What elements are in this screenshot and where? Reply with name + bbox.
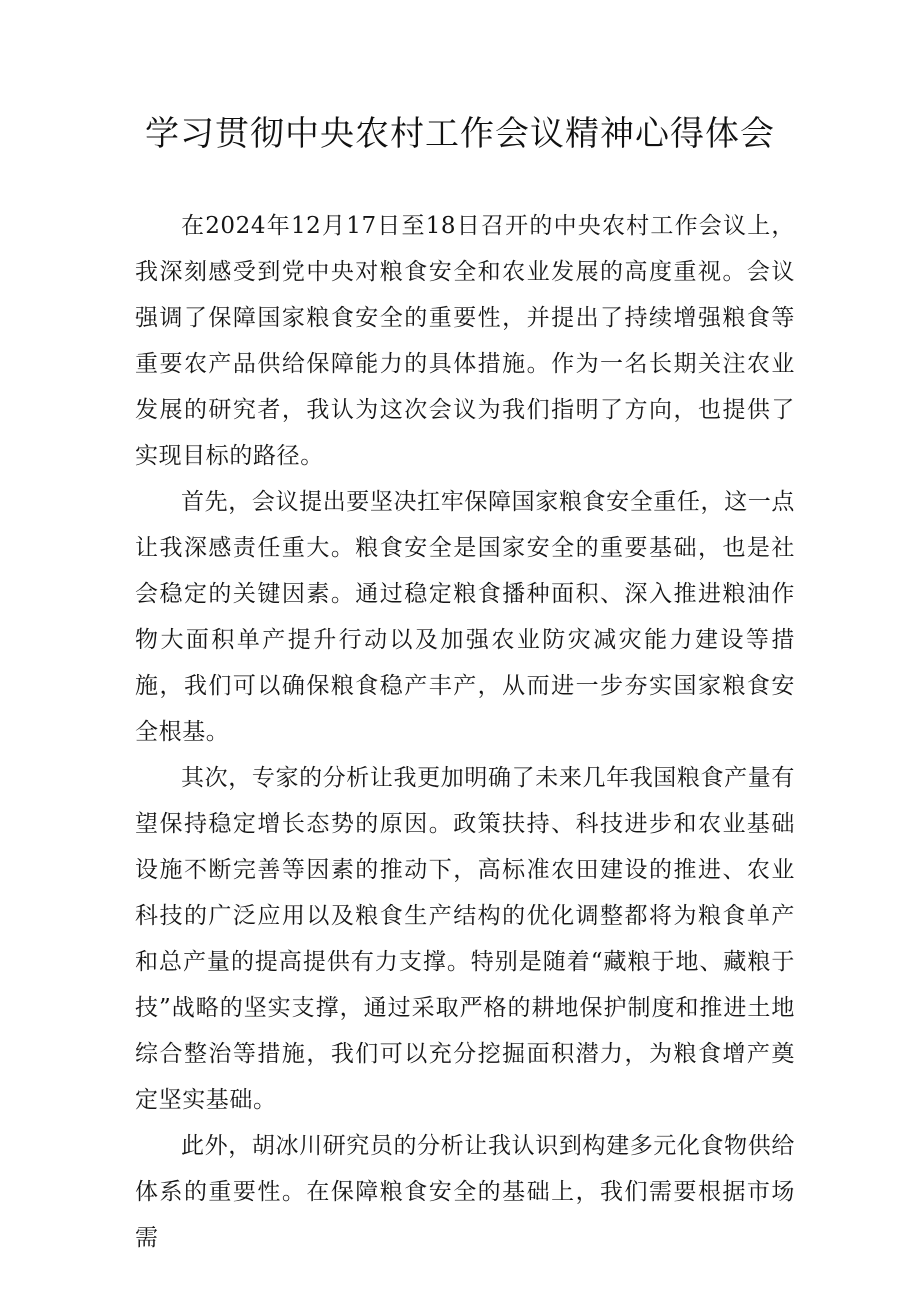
paragraph-2: 首先，会议提出要坚决扛牢保障国家粮食安全重任，这一点让我深感责任重大。粮食安全是国家安全的重要基础，也是社会稳定的关键因素。通过稳定粮食播种面积、深入推进粮油作物大面积单产提升行动以及加强农业防灾减灾能力建设等措施，我们可以确保粮食稳产丰产，从而进一步夯实国家粮食安全根基。 — [135, 489, 795, 745]
paragraph-1: 在2024年12月17日至18日召开的中央农村工作会议上，我深刻感受到党中央对粮食安全和农业发展的高度重视。会议强调了保障国家粮食安全的重要性，并提出了持续增强粮食等重要农产品供给保障能力的具体措施。作为一名长期关注农业发展的研究者，我认为这次会议为我们指明了方向，也提供了实现目标的路径。 — [135, 213, 795, 469]
document-title: 学习贯彻中央农村工作会议精神心得体会 — [145, 114, 775, 154]
paragraph-3: 其次，专家的分析让我更加明确了未来几年我国粮食产量有望保持稳定增长态势的原因。政策扶持、科技进步和农业基础设施不断完善等因素的推动下，高标准农田建设的推进、农业科技的广泛应用以及粮食生产结构的优化调整都将为粮食单产和总产量的提高提供有力支撑。特别是随着“藏粮于地、藏粮于技”战略的坚实支撑，通过采取严格的耕地保护制度和推进土地综合整治等措施，我们可以充分挖掘面积潜力，为粮食增产奠定坚实基础。 — [135, 765, 795, 1113]
document-body — [135, 203, 795, 1261]
paragraph-4: 此外，胡冰川研究员的分析让我认识到构建多元化食物供给体系的重要性。在保障粮食安全的基础上，我们需要根据市场需 — [135, 1133, 795, 1251]
